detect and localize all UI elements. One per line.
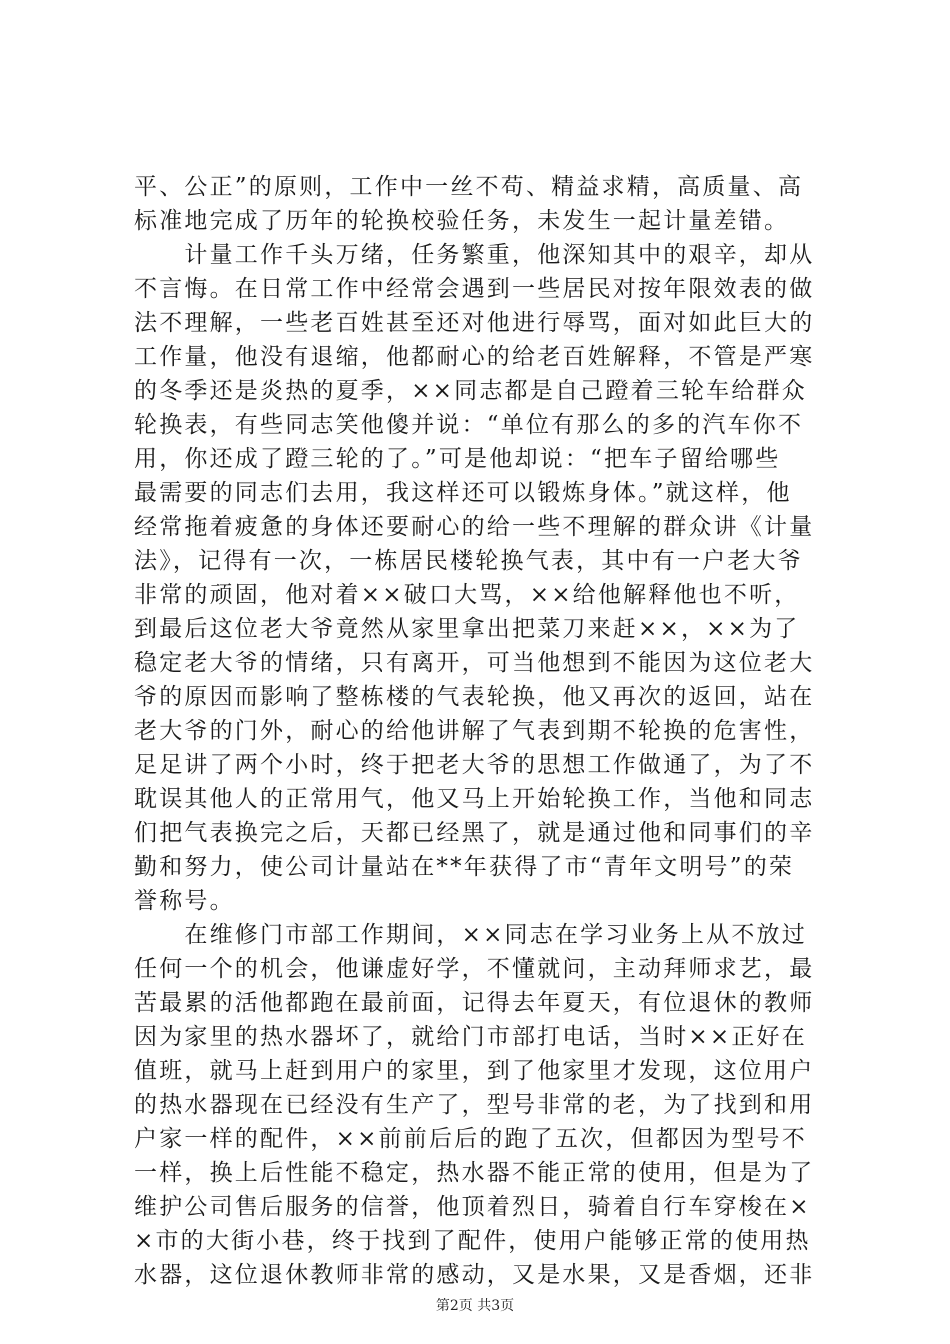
text-line: 勤和努力，使公司计量站在**年获得了市“青年文明号”的荣 bbox=[134, 854, 795, 880]
text-line: 到最后这位老大爷竟然从家里拿出把菜刀来赶××，××为了 bbox=[134, 616, 800, 642]
text-line: 足足讲了两个小时，终于把老大爷的思想工作做通了，为了不 bbox=[134, 752, 815, 778]
text-line: 任何一个的机会，他谦虚好学，不懂就问，主动拜师求艺，最 bbox=[134, 956, 815, 982]
text-line: 的热水器现在已经没有生产了，型号非常的老，为了找到和用 bbox=[134, 1092, 815, 1118]
text-line: 耽误其他人的正常用气，他又马上开始轮换工作，当他和同志 bbox=[134, 786, 815, 812]
text-line: 经常拖着疲惫的身体还要耐心的给一些不理解的群众讲《计量 bbox=[134, 514, 815, 540]
text-line: 平、公正”的原则，工作中一丝不苟、精益求精，高质量、高 bbox=[134, 174, 804, 200]
text-line: 法不理解，一些老百姓甚至还对他进行辱骂，面对如此巨大的 bbox=[134, 310, 815, 336]
body-text bbox=[134, 170, 834, 1292]
text-line: 爷的原因而影响了整栋楼的气表轮换，他又再次的返回，站在 bbox=[134, 684, 815, 710]
text-line: 苦最累的活他都跑在最前面，记得去年夏天，有位退休的教师 bbox=[134, 990, 815, 1016]
text-line: 稳定老大爷的情绪，只有离开，可当他想到不能因为这位老大 bbox=[134, 650, 815, 676]
text-line: 们把气表换完之后，天都已经黑了，就是通过他和同事们的辛 bbox=[134, 820, 815, 846]
page-footer: 第2页 共3页 bbox=[435, 1298, 515, 1314]
text-line: 轮换表，有些同志笑他傻并说：“单位有那么的多的汽车你不 bbox=[134, 412, 804, 438]
text-line: 水器，这位退休教师非常的感动，又是水果，又是香烟，还非 bbox=[134, 1262, 815, 1288]
text-line: 因为家里的热水器坏了，就给门市部打电话，当时××正好在 bbox=[134, 1024, 807, 1050]
text-line: 值班，就马上赶到用户的家里，到了他家里才发现，这位用户 bbox=[134, 1058, 815, 1084]
text-line: 誉称号。 bbox=[134, 888, 235, 914]
text-line: 的冬季还是炎热的夏季，××同志都是自己蹬着三轮车给群众 bbox=[134, 378, 807, 404]
text-line: 在维修门市部工作期间，××同志在学习业务上从不放过 bbox=[134, 922, 807, 948]
text-line: 最需要的同志们去用，我这样还可以锻炼身体。”就这样，他 bbox=[134, 480, 792, 506]
text-line: 非常的顽固，他对着××破口大骂，××给他解释他也不听， bbox=[134, 582, 800, 608]
text-line: 用，你还成了蹬三轮的了。”可是他却说：“把车子留给哪些 bbox=[134, 446, 781, 472]
text-line: 老大爷的门外，耐心的给他讲解了气表到期不轮换的危害性， bbox=[134, 718, 815, 744]
text-line: 户家一样的配件，××前前后后的跑了五次，但都因为型号不 bbox=[134, 1126, 807, 1152]
text-line: 维护公司售后服务的信誉，他顶着烈日，骑着自行车穿梭在× bbox=[134, 1194, 811, 1220]
text-line: 一样，换上后性能不稳定，热水器不能正常的使用，但是为了 bbox=[134, 1160, 815, 1186]
text-line: 标准地完成了历年的轮换校验任务，未发生一起计量差错。 bbox=[134, 208, 790, 234]
text-line: 不言悔。在日常工作中经常会遇到一些居民对按年限效表的做 bbox=[134, 276, 815, 302]
text-line: 计量工作千头万绪，任务繁重，他深知其中的艰辛，却从 bbox=[134, 242, 815, 268]
text-line: 法》，记得有一次，一栋居民楼轮换气表，其中有一户老大爷 bbox=[134, 548, 803, 574]
text-line: ×市的大街小巷，终于找到了配件，使用户能够正常的使用热 bbox=[134, 1228, 811, 1254]
text-line: 工作量，他没有退缩，他都耐心的给老百姓解释，不管是严寒 bbox=[134, 344, 815, 370]
